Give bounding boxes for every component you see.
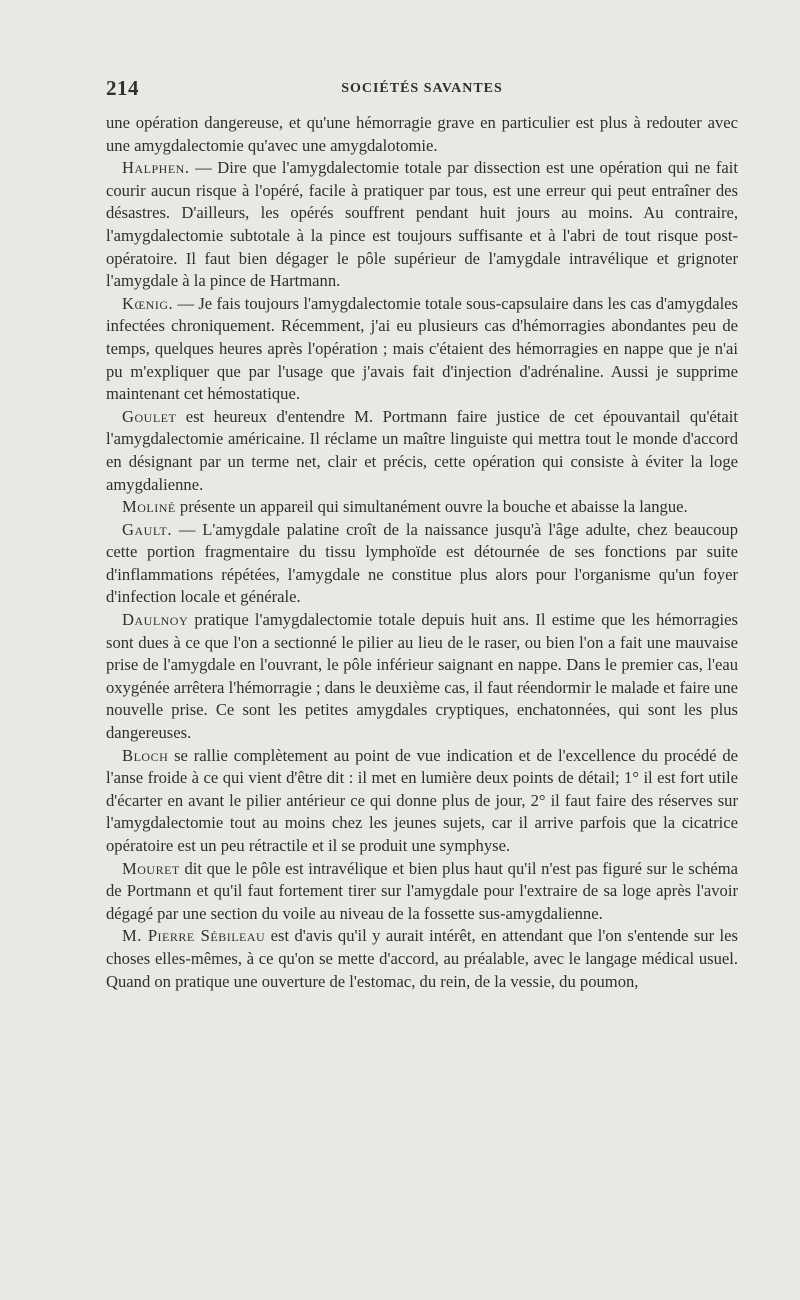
speaker-name: Kœnig.	[122, 293, 174, 313]
running-head: SOCIÉTÉS SAVANTES	[341, 81, 503, 96]
paragraph-goulet	[106, 406, 738, 496]
paragraph-gault	[106, 519, 738, 609]
paragraph-text: pratique l'amygdalectomie totale depuis huit ans. Il estime que les hémorragies sont dues à ce que l'on a sectionné le pilier au lieu de le raser, ou bien l'on a fait une mauvaise prise de l'amygdale en l'ouvrant, le pôle inférieur saignant en nappe. Dans le premier cas, l'eau oxygénée arrêtera l'hémorragie ; dans le deuxième cas, il faut réendormir le malade et faire une nouvelle prise. Ce sont les petites amygdales cryptiques, enchatonnées, qui sont les plus dangereuses.	[106, 610, 738, 743]
paragraph-daulnoy	[106, 609, 738, 745]
paragraph-koenig	[106, 293, 738, 406]
speaker-name: Moliné	[122, 497, 176, 517]
speaker-name: Halphen.	[122, 158, 190, 178]
paragraph-text: se rallie complètement au point de vue indication et de l'excellence du procédé de l'anse froide à ce qui vient d'être dit : il met en lumière deux points de détail; 1° il est fort utile d'écarter en avant le pilier antérieur ce qui donne plus de jour, 2° il faut faire des réserves sur l'amygdalectomie tout au moins chez les jeunes sujets, car il arrive parfois que la cicatrice opératoire est un peu rétractile et il se produit une symphyse.	[106, 745, 738, 855]
speaker-name: Goulet	[122, 406, 177, 426]
speaker-name: M. Pierre Sébileau	[122, 926, 266, 946]
paragraph-mouret	[106, 858, 738, 926]
paragraph-text: une opération dangereuse, et qu'une hémorragie grave en particulier est plus à redouter avec une amygdalectomie qu'avec une amygdalotomie.	[106, 113, 738, 155]
paragraph-continuation	[106, 112, 738, 157]
speaker-name: Gault.	[122, 519, 173, 539]
paragraph-sebileau	[106, 925, 738, 993]
speaker-name: Mouret	[122, 858, 180, 878]
paragraph-bloch	[106, 745, 738, 858]
paragraph-moline	[106, 496, 738, 519]
paragraph-text: est heureux d'entendre M. Portmann faire justice de cet épouvantail qu'était l'amygdalectomie américaine. Il réclame un maître linguiste qui mettra tout le monde d'accord en désignant par un terme net, clair et précis, cette opération qui consiste à éviter la loge amygdalienne.	[106, 406, 738, 494]
speaker-name: Daulnoy	[122, 610, 189, 630]
paragraph-text: — Je fais toujours l'amygdalectomie totale sous-capsulaire dans les cas d'amygdales infectées chroniquement. Récemment, j'ai eu plusieurs cas d'hémorragies abondantes peu de temps, quelques heures après l'opération ; mais c'étaient des hémorragies en nappe que je n'ai pu m'expliquer que par l'usage que j'avais fait d'injection d'adrénaline. Aussi je supprime maintenant cet hémostatique.	[106, 293, 738, 404]
paragraph-text: est d'avis qu'il y aurait intérêt, en attendant que l'on s'entende sur les choses elles-mêmes, à ce qu'on se mette d'accord, au préalable, avec le langage médical usuel. Quand on pratique une ouverture de l'estomac, du rein, de la vessie, du poumon,	[106, 926, 738, 991]
page-header	[106, 72, 738, 112]
speaker-name: Bloch	[122, 745, 169, 765]
paragraph-text: dit que le pôle est intravélique et bien plus haut qu'il n'est pas figuré sur le schéma de Portmann et qu'il faut fortement tirer sur l'amygdale pour l'extraire de sa loge après l'avoir dégagé par une section du voile au niveau de la fossette sus-amygdalienne.	[106, 858, 738, 923]
paragraph-halphen	[106, 157, 738, 293]
paragraph-text: — L'amygdale palatine croît de la naissance jusqu'à l'âge adulte, chez beaucoup cette portion fragmentaire du tissu lymphoïde est détournée de ses fonctions par suite d'inflammations répétées, l'amygdale ne constitue plus alors pour l'organisme qu'un foyer d'infection locale et générale.	[106, 519, 738, 607]
page-number: 214	[106, 76, 139, 100]
paragraph-text: présente un appareil qui simultanément ouvre la bouche et abaisse la langue.	[175, 497, 688, 517]
paragraph-text: — Dire que l'amygdalectomie totale par dissection est une opération qui ne fait courir aucun risque à l'opéré, facile à pratiquer par tous, est une erreur qui peut entraîner des désastres. D'ailleurs, les opérés souffrent pendant huit jours au moins. Au contraire, l'amygdalectomie subtotale à la pince est toujours suffisante et à l'abri de tout risque post-opératoire. Il faut bien dégager le pôle supérieur de l'amygdale intravélique et grignoter l'amygdale à la pince de Hartmann.	[106, 158, 738, 291]
body-text	[106, 112, 738, 993]
